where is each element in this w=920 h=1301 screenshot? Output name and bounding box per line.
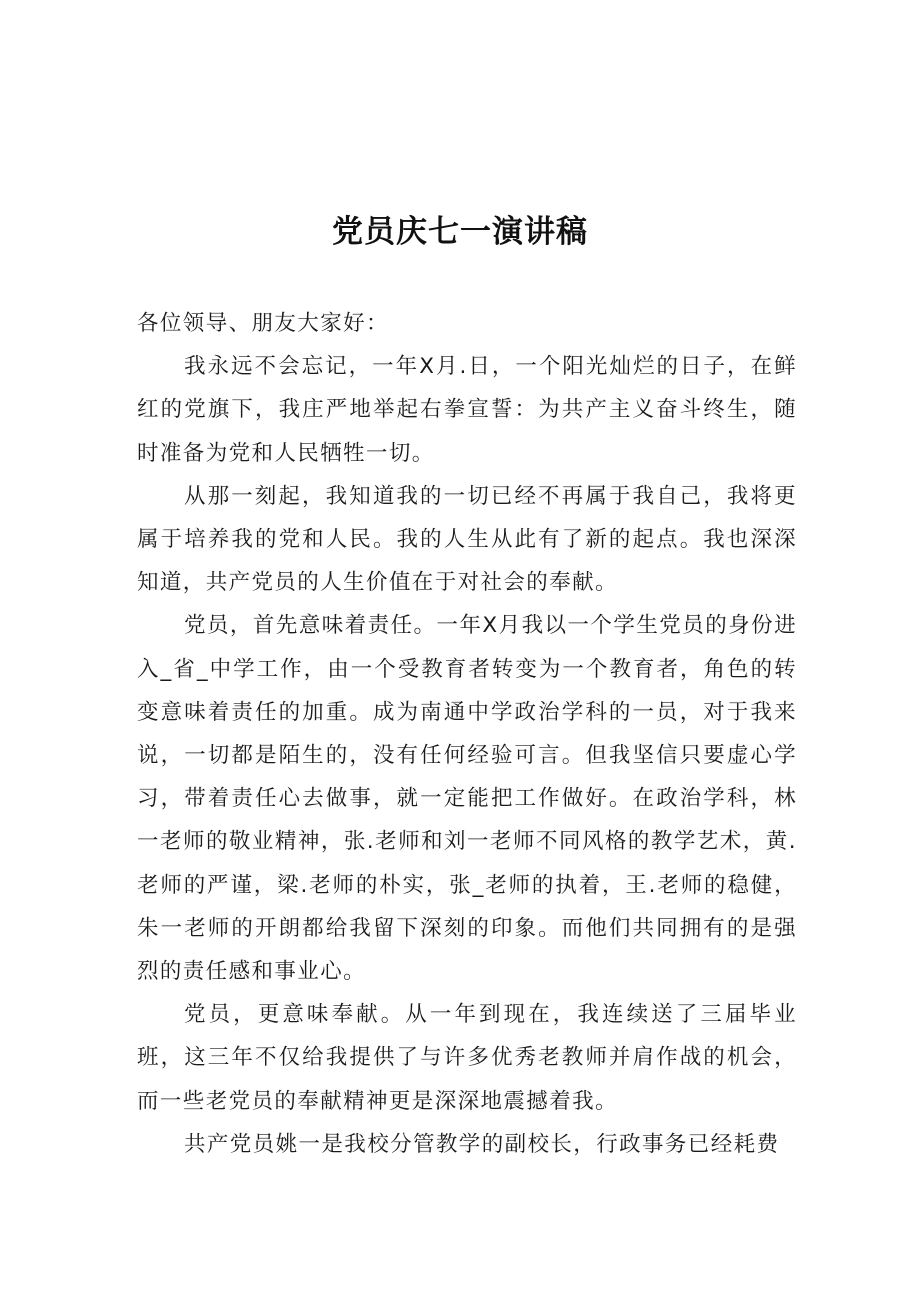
document-title: 党员庆七一演讲稿 [332,214,588,250]
paragraph-2: 从那一刻起，我知道我的一切已经不再属于我自己，我将更属于培养我的党和人民。我的人生从此有了新的起点。我也深深知道，共产党员的人生价值在于对社会的奉献。 [137,483,797,596]
paragraph-4: 党员，更意味奉献。从一年到现在，我连续送了三届毕业班，这三年不仅给我提供了与许多优秀老教师并肩作战的机会，而一些老党员的奉献精神更是深深地震撼着我。 [137,1002,797,1114]
paragraph-1: 我永远不会忘记，一年X月.日，一个阳光灿烂的日子，在鲜红的党旗下，我庄严地举起右拳宣誓：为共产主义奋斗终生，随时准备为党和人民牺牲一切。 [137,354,797,466]
document-body [137,302,797,1166]
paragraph-3: 党员，首先意味着责任。一年X月我以一个学生党员的身份进入_省_中学工作，由一个受教育者转变为一个教育者，角色的转变意味着责任的加重。成为南通中学政治学科的一员，对于我来说，一切都是陌生的，没有任何经验可言。但我坚信只要虚心学习，带着责任心去做事，就一定能把工作做好。在政治学科，林一老师的敬业精神，张.老师和刘一老师不同风格的教学艺术，黄.老师的严谨，梁.老师的朴实，张_老师的执着，王.老师的稳健，朱一老师的开朗都给我留下深刻的印象。而他们共同拥有的是强烈的责任感和事业心。 [137,613,797,985]
paragraph-5: 共产党员姚一是我校分管教学的副校长，行政事务已经耗费 [184,1131,780,1157]
greeting-line: 各位领导、朋友大家好： [137,311,389,336]
